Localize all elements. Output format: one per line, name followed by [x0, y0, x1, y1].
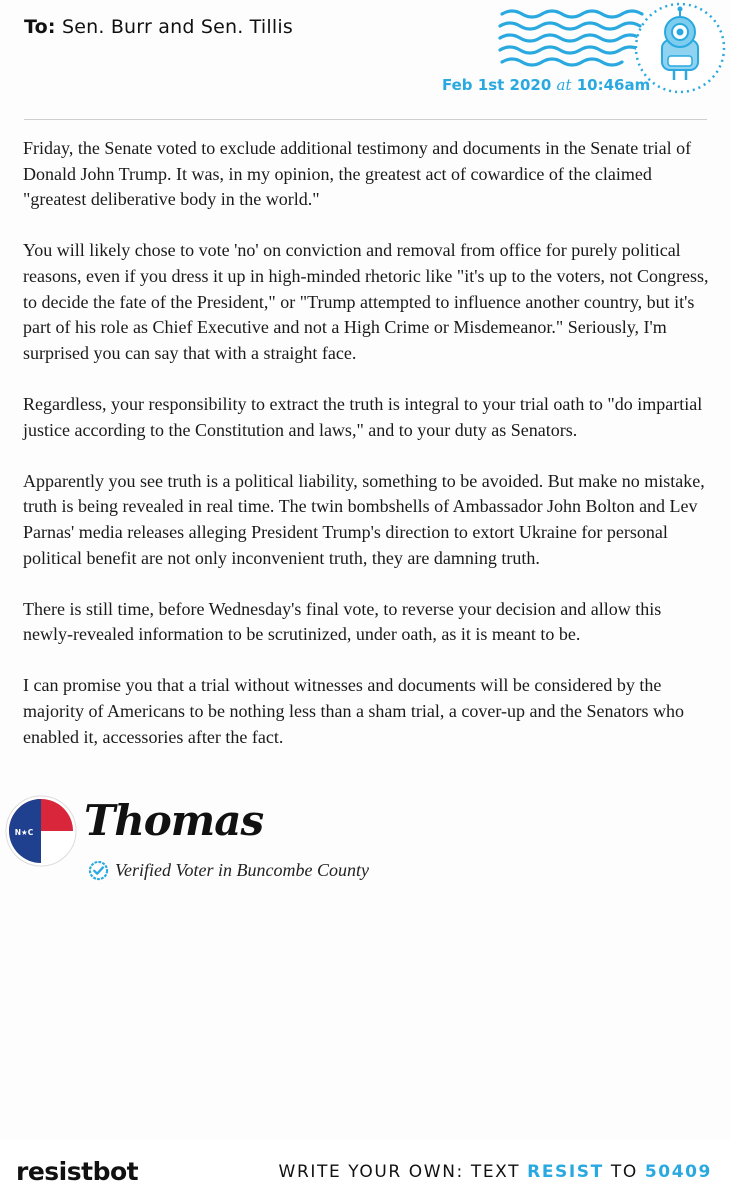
recipient-line — [24, 16, 293, 38]
flag-letters: N★C — [14, 828, 34, 837]
stamp-date-value: Feb 1st 2020 — [442, 76, 552, 94]
postmark-wave — [502, 11, 642, 17]
resistbot-logo[interactable]: resistbot — [16, 1157, 139, 1186]
letter-paragraph: Regardless, your responsibility to extract the truth is integral to your trial oath to "do impartial justice according to the Constitution and laws," and to your duty as Senators. — [23, 393, 703, 440]
letter-paragraph: You will likely chose to vote 'no' on conviction and removal from office for purely political reasons, even if you dress it up in high-minded rhetoric like "it's up to the voters, not Congress, to decide the fate of the President," or "Trump attempted to influence another country, but it's part of his role as Chief Executive and not a High Crime or Misdemeanor." Seriously, I'm surprised you can say that with a straight face. — [23, 240, 709, 363]
letter-body — [23, 136, 713, 776]
cta-text — [279, 1162, 712, 1182]
letter-paragraph: I can promise you that a trial without witnesses and documents will be considered by the majority of Americans to be nothing less than a sham trial, a cover-up and the Senators who enabled it, accessories after the fact. — [23, 675, 684, 747]
letter-paragraph: There is still time, before Wednesday's final vote, to reverse your decision and allow this newly-revealed information to be scrutinized, under oath, as it is meant to be. — [23, 598, 662, 645]
letter-paragraph: Apparently you see truth is a political liability, something to be avoided. But make no mistake, truth is being revealed in real time. The twin bombshells of Ambassador John Bolton and Lev Parnas' media releases alleging President Trump's direction to extort Ukraine for personal political benefit are not only inconvenient truth, they are damning truth. — [23, 470, 705, 568]
postmark-wave — [500, 47, 640, 53]
verified-text: Verified Voter in Buncombe County — [115, 860, 369, 880]
postmark-wave — [502, 59, 622, 65]
nc-flag-avatar — [5, 795, 77, 867]
to-label: To: — [24, 16, 56, 38]
signature-name: Thomas — [84, 796, 264, 845]
stamp-date — [442, 76, 650, 94]
cta-number: 50409 — [644, 1162, 712, 1182]
cta-to: TO — [610, 1162, 638, 1182]
letter-paragraph: Friday, the Senate voted to exclude additional testimony and documents in the Senate trial of Donald John Trump. It was, in my opinion, the greatest act of cowardice of the claimed "greatest deliberative body in the world." — [23, 138, 692, 210]
postmark-wave — [500, 23, 640, 29]
postmark-wave — [500, 35, 640, 41]
recipients: Sen. Burr and Sen. Tillis — [61, 16, 293, 38]
stamp-at: at — [556, 76, 572, 94]
stamp-time: 10:46am — [576, 76, 651, 94]
cta-prefix: WRITE YOUR OWN: TEXT — [278, 1162, 521, 1182]
cta-keyword: RESIST — [527, 1162, 604, 1182]
verified-check-icon — [88, 860, 109, 881]
verified-badge — [88, 860, 369, 881]
footer — [0, 1140, 730, 1200]
divider — [24, 119, 707, 120]
